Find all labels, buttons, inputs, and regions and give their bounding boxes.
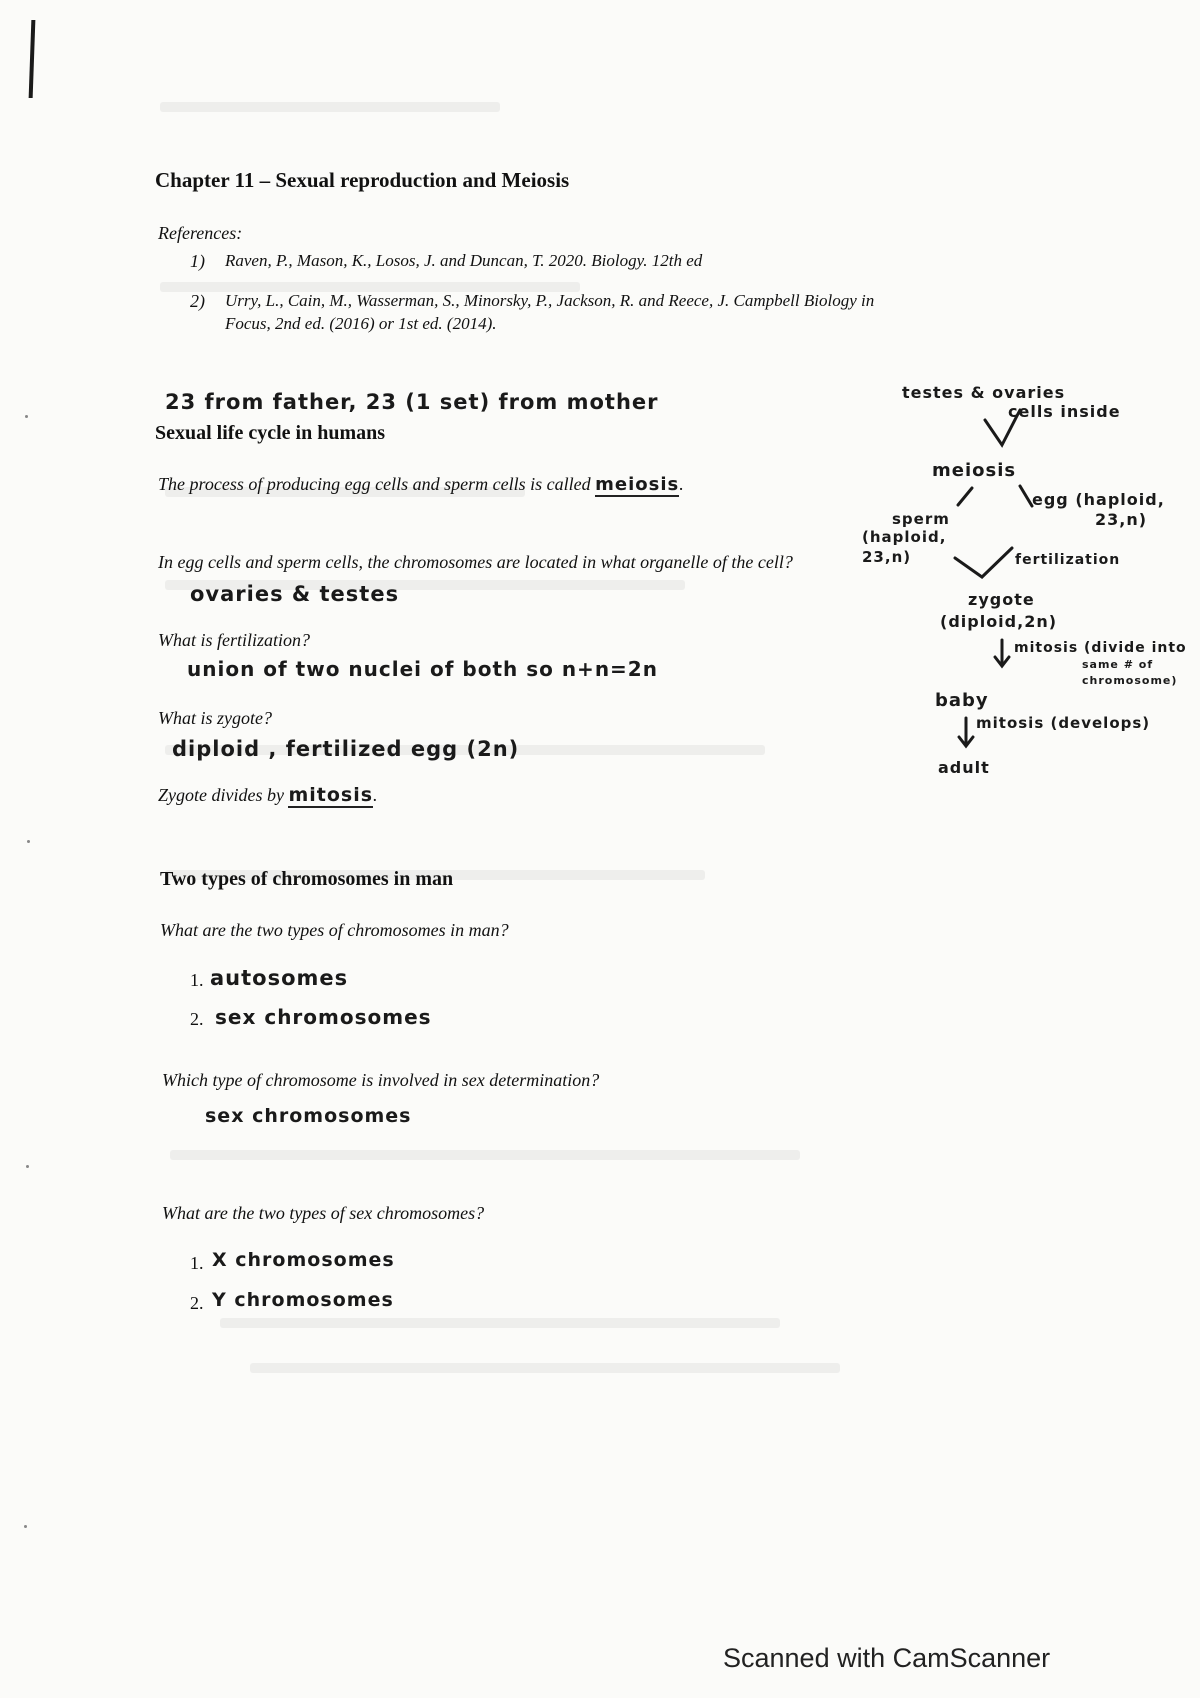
answer-sex-determination: sex chromosomes <box>205 1105 412 1127</box>
down-arrow-develops <box>959 718 973 746</box>
section-heading-sexual-life-cycle: Sexual life cycle in humans <box>155 422 386 444</box>
answer-sex-chromosomes: sex chromosomes <box>215 1005 432 1029</box>
diagram-cells-inside: cells inside <box>1008 402 1121 421</box>
section-heading-chromosome-types: Two types of chromosomes in man <box>160 868 454 890</box>
diagram-egg: egg (haploid, <box>1032 490 1165 509</box>
answer-fertilization: union of two nuclei of both so n+n=2n <box>187 657 658 681</box>
reference-number: 2) <box>190 291 205 311</box>
list-item-number: 2. <box>190 1293 204 1313</box>
diagram-mitosis-same: same # of <box>1082 658 1154 671</box>
question-sex-chromosome-types: What are the two types of sex chromosomes? <box>162 1203 485 1223</box>
punctuation: . <box>679 474 684 494</box>
diagram-testes-ovaries: testes & ovaries <box>902 383 1066 402</box>
list-item-number: 1. <box>190 970 204 990</box>
reference-2-line2: Focus, 2nd ed. (2016) or 1st ed. (2014). <box>225 314 497 333</box>
answer-meiosis: meiosis <box>595 474 680 495</box>
question-text: Zygote divides by <box>158 785 284 805</box>
reference-1: Raven, P., Mason, K., Losos, J. and Duncan, T. 2020. Biology. 12th ed <box>225 251 703 270</box>
diagram-sperm: sperm <box>892 510 950 528</box>
diagram-zygote: zygote <box>968 590 1035 609</box>
handwritten-note-chromosome-sets: 23 from father, 23 (1 set) from mother <box>165 390 659 414</box>
references-heading: References: <box>158 223 243 243</box>
answer-organelle: ovaries & testes <box>190 582 400 606</box>
diagram-baby: baby <box>935 690 989 711</box>
question-zygote: What is zygote? <box>158 708 272 728</box>
converge-arrow-fertilization <box>955 548 1012 577</box>
down-arrow-mitosis <box>995 640 1009 666</box>
branch-line-egg <box>1020 486 1032 506</box>
diagram-adult: adult <box>938 758 990 777</box>
diagram-sperm-detail: (haploid, <box>862 528 947 546</box>
diagram-zygote-detail: (diploid,2n) <box>940 612 1058 631</box>
answer-zygote: diploid , fertilized egg (2n) <box>172 737 520 761</box>
diagram-mitosis-chromosome: chromosome) <box>1082 674 1178 687</box>
reference-2-line1: Urry, L., Cain, M., Wasserman, S., Minorsky, P., Jackson, R. and Reece, J. Campbell Biology in <box>225 291 875 310</box>
diagram-mitosis-develops: mitosis (develops) <box>976 714 1151 732</box>
question-sex-determination: Which type of chromosome is involved in sex determination? <box>162 1070 600 1090</box>
diagram-mitosis-divide: mitosis (divide into <box>1014 640 1187 656</box>
question-chromosome-types: What are the two types of chromosomes in man? <box>160 920 509 940</box>
answer-autosomes: autosomes <box>210 966 349 990</box>
list-item-number: 1. <box>190 1253 204 1273</box>
diagram-egg-detail: 23,n) <box>1095 510 1148 529</box>
diagram-meiosis: meiosis <box>932 460 1017 481</box>
camscanner-watermark: Scanned with CamScanner <box>723 1643 1051 1673</box>
answer-y-chromosome: Y chromosomes <box>212 1289 394 1311</box>
answer-x-chromosome: X chromosomes <box>212 1249 395 1271</box>
list-item-number: 2. <box>190 1009 204 1029</box>
question-organelle: In egg cells and sperm cells, the chromosomes are located in what organelle of the cell? <box>158 552 793 572</box>
question-fertilization: What is fertilization? <box>158 630 311 650</box>
branch-line-sperm <box>958 488 972 505</box>
page-title: Chapter 11 – Sexual reproduction and Meiosis <box>155 168 570 192</box>
question-text: The process of producing egg cells and sperm cells is called <box>158 474 591 494</box>
diagram-sperm-detail: 23,n) <box>862 548 912 566</box>
diagram-fertilization: fertilization <box>1015 552 1121 568</box>
answer-mitosis: mitosis <box>288 784 374 806</box>
reference-number: 1) <box>190 251 205 271</box>
punctuation: . <box>373 785 378 805</box>
